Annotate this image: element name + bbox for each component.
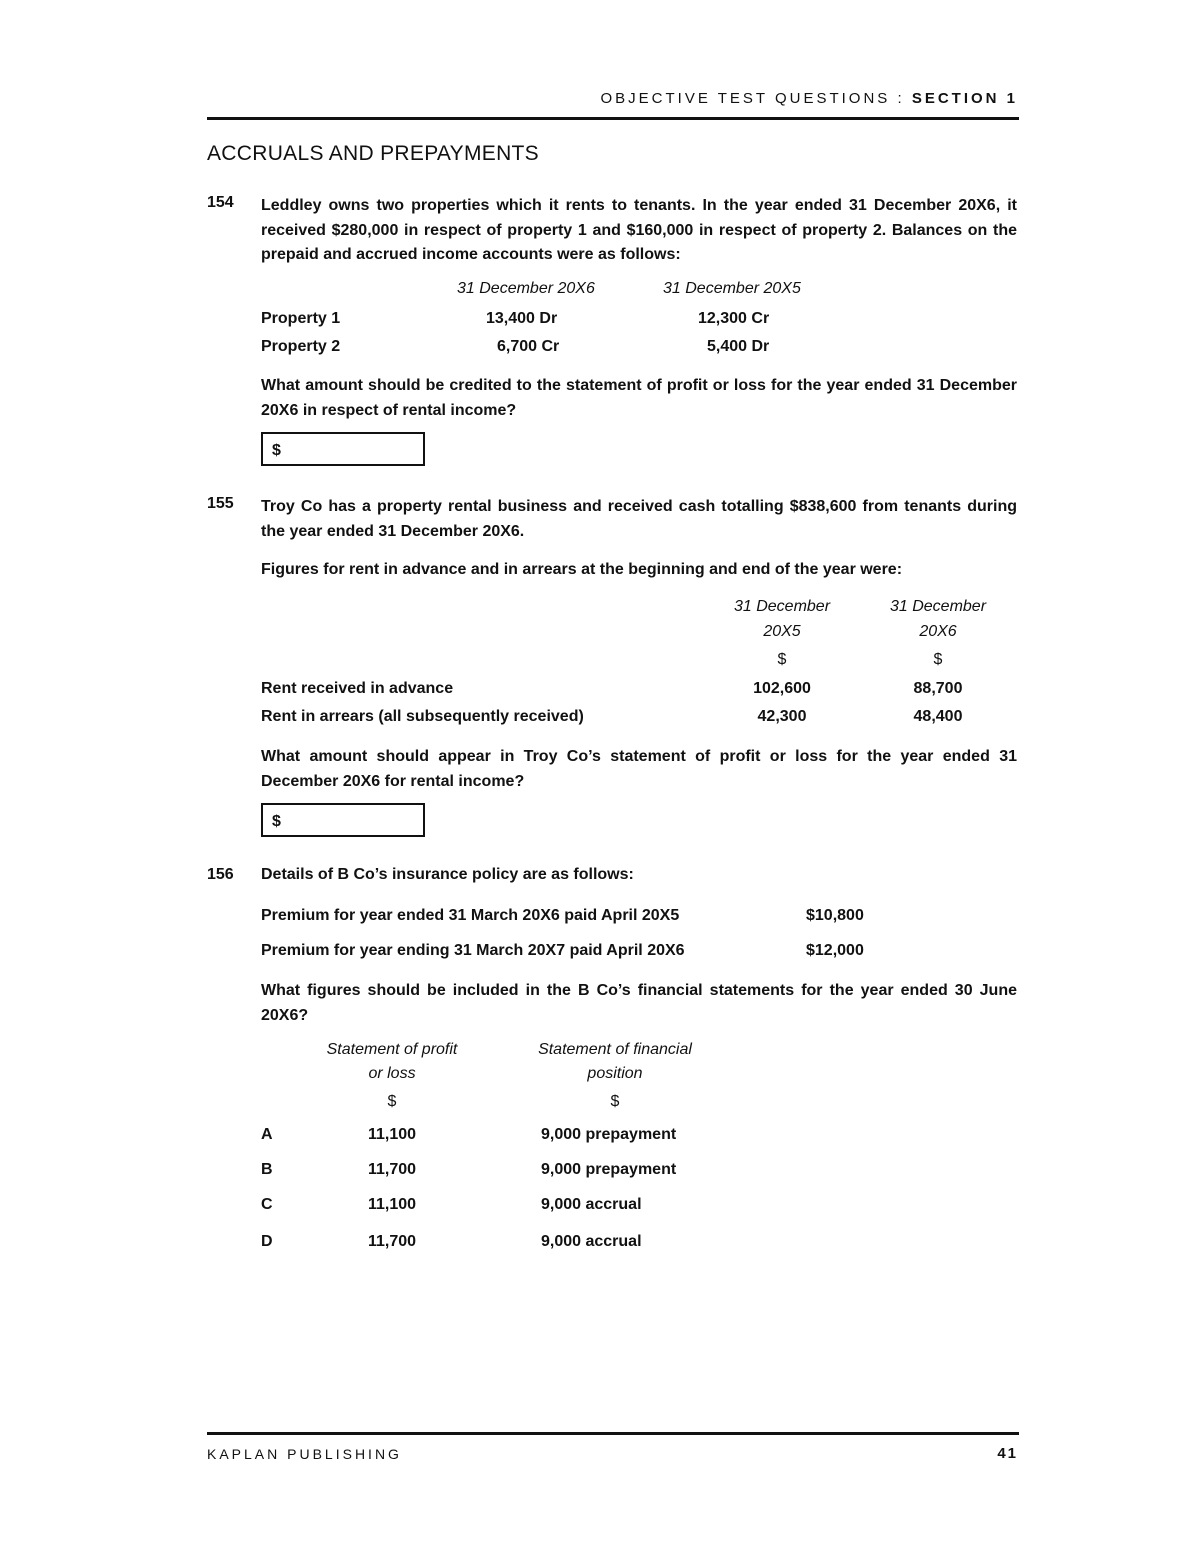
q155-answer-box[interactable]	[261, 803, 425, 837]
q154-row2-v1: 6,700 Cr	[497, 338, 560, 355]
q155-col1-header-b: 20X5	[763, 623, 801, 640]
q155-row1-v2: 88,700	[913, 680, 963, 697]
footer-rule	[207, 1432, 1019, 1435]
q156-option-d-letter[interactable]: D	[261, 1233, 273, 1250]
q154-col1-header: 31 December 20X6	[457, 280, 595, 297]
q156-premium2-value: $12,000	[806, 942, 864, 959]
q155-row1-label: Rent received in advance	[261, 680, 454, 697]
q156-option-c-pl: 11,100	[367, 1196, 417, 1213]
q156-premium1-label: Premium for year ended 31 March 20X6 paid April 20X5	[261, 907, 680, 924]
running-header	[600, 90, 1018, 107]
q155-row2-label: Rent in arrears (all subsequently received)	[261, 708, 584, 725]
header-section: SECTION 1	[911, 90, 1018, 107]
q156-option-c-fp: 9,000 accrual	[541, 1196, 642, 1213]
q156-option-a-pl: 11,100	[367, 1126, 417, 1143]
q154-row1-v1: 13,400 Dr	[486, 310, 558, 327]
q155-intro: Figures for rent in advance and in arrears at the beginning and end of the year were:	[261, 561, 903, 578]
q156-col2-currency: $	[610, 1093, 620, 1110]
q154-number: 154	[207, 194, 234, 211]
q156-col2-header-a: Statement of financial	[538, 1041, 692, 1058]
q156-number: 156	[207, 866, 234, 883]
q154-row1-v2: 12,300 Cr	[698, 310, 770, 327]
q156-col1-header-b: or loss	[368, 1065, 416, 1082]
q155-col1-header-a: 31 December	[733, 598, 831, 615]
q154-question: What amount should be credited to the statement of profit or loss for the year ended 31 December 20X6 in respect of rental income?	[261, 377, 1017, 419]
q155-col2-header-a: 31 December	[889, 598, 987, 615]
q156-option-a-fp: 9,000 prepayment	[541, 1126, 677, 1143]
q155-col1-currency: $	[777, 651, 787, 668]
q154-answer-box[interactable]	[261, 432, 425, 466]
page-number: 41	[997, 1445, 1018, 1462]
q155-row2-v2: 48,400	[913, 708, 963, 725]
q156-question: What figures should be included in the B Co’s financial statements for the year ended 30 June 20X6?	[261, 982, 1017, 1024]
q155-col2-currency: $	[933, 651, 943, 668]
q154-col2-header: 31 December 20X5	[663, 280, 801, 297]
q156-col2-header-b: position	[587, 1065, 643, 1082]
q154-row2-v2: 5,400 Dr	[707, 338, 770, 355]
q155-row2-v1: 42,300	[757, 708, 807, 725]
q155-row1-v1: 102,600	[753, 680, 811, 697]
q156-option-c-letter[interactable]: C	[261, 1196, 273, 1213]
q154-row1-label: Property 1	[261, 310, 341, 327]
q156-option-b-letter[interactable]: B	[261, 1161, 273, 1178]
page-title: ACCRUALS AND PREPAYMENTS	[207, 142, 539, 165]
q154-text: Leddley owns two properties which it rents to tenants. In the year ended 31 December 20X6, it received $280,000 in respect of property 1 and $160,000 in respect of property 2. Balances on the prepaid and accrued income accounts were as follows:	[261, 197, 1017, 263]
q154-answer-prefix: $	[272, 442, 281, 459]
q155-answer-prefix: $	[272, 813, 281, 830]
q155-question: What amount should appear in Troy Co’s statement of profit or loss for the year ended 31 December 20X6 for rental income?	[261, 748, 1017, 790]
q156-option-b-fp: 9,000 prepayment	[541, 1161, 677, 1178]
q156-premium1-value: $10,800	[806, 907, 864, 924]
q154-row2-label: Property 2	[261, 338, 341, 355]
q155-text: Troy Co has a property rental business and received cash totalling $838,600 from tenants during the year ended 31 December 20X6.	[261, 498, 1017, 540]
q156-option-b-pl: 11,700	[367, 1161, 417, 1178]
q156-premium2-label: Premium for year ending 31 March 20X7 paid April 20X6	[261, 942, 685, 959]
header-text: OBJECTIVE TEST QUESTIONS :	[600, 90, 912, 107]
q156-option-d-pl: 11,700	[367, 1233, 417, 1250]
q156-option-a-letter[interactable]: A	[261, 1126, 273, 1143]
q156-col1-currency: $	[387, 1093, 397, 1110]
q156-col1-header-a: Statement of profit	[326, 1041, 458, 1058]
q155-number: 155	[207, 495, 234, 512]
q156-option-d-fp: 9,000 accrual	[541, 1233, 642, 1250]
q156-text: Details of B Co’s insurance policy are as follows:	[261, 866, 634, 883]
q155-col2-header-b: 20X6	[919, 623, 957, 640]
footer-publisher: KAPLAN PUBLISHING	[207, 1446, 402, 1462]
header-rule	[207, 117, 1019, 120]
